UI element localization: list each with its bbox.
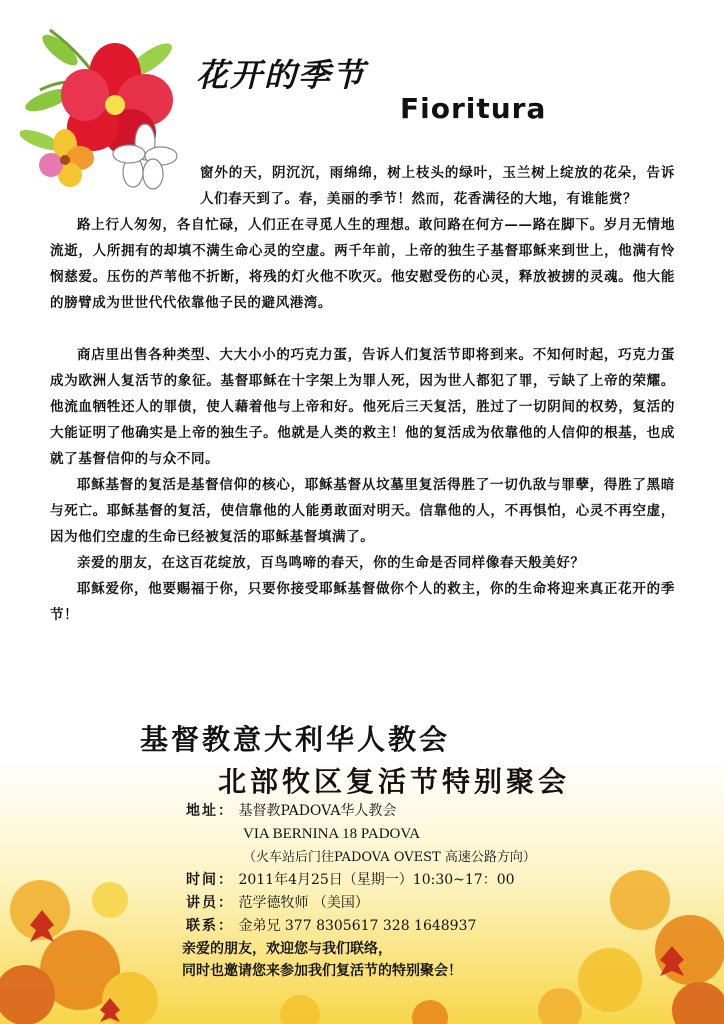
paragraph: 窗外的天，阴沉沉，雨绵绵，树上枝头的绿叶，玉兰树上绽放的花朵，告诉人们春天到了。春，美丽的季节！然而，花香满径的大地，有谁能赏？: [200, 165, 675, 207]
contact-label: 联系：: [186, 918, 234, 934]
event-name: 北部牧区复活节特别聚会: [218, 765, 571, 798]
speaker-value: 范学德牧师 （美国）: [238, 895, 369, 911]
time-row: [186, 869, 536, 892]
paragraph: 商店里出售各种类型、大大小小的巧克力蛋，告诉人们复活节即将到来。不知何时起，巧克力蛋成为欧洲人复活节的象征。基督耶稣在十字架上为罪人死，因为世人都犯了罪，亏缺了上帝的荣耀。他流血牺牲还人的罪债，使人藉着他与上帝和好。他死后三天复活，胜过了一切阴间的权势，复活的大能证明了他确实是上帝的独生子。他就是人类的救主！他的复活成为依靠他的人信仰的根基，也成就了基督信仰的与众不同。: [50, 347, 675, 467]
address-line-3: （火车站后门往PADOVA OVEST 高速公路方向）: [243, 850, 536, 865]
speaker-row: [186, 892, 536, 915]
paragraph: 路上行人匆匆，各自忙碌，人们正在寻觅人生的理想。敢问路在何方——路在脚下。岁月无情地流逝，人所拥有的却填不满生命心灵的空虚。两千年前，上帝的独生子基督耶稣来到世上，他满有怜悯慈爱。压伤的芦苇他不折断，将残的灯火他不吹灭。他安慰受伤的心灵，释放被掳的灵魂。他大能的膀臂成为世世代代依靠他子民的避风港湾。: [50, 217, 675, 311]
title-italian: Fioritura: [400, 92, 547, 125]
paragraph: 耶稣爱你，他要赐福于你，只要你接受耶稣基督做你个人的救主，你的生命将迎来真正花开的季节！: [50, 581, 675, 623]
title-chinese: 花开的季节: [196, 56, 367, 94]
contact-row: [186, 915, 536, 938]
closing-line-1: 亲爱的朋友，欢迎您与我们联络，: [182, 941, 392, 957]
address-line-2: VIA BERNINA 18 PADOVA: [243, 826, 421, 842]
closing-invitation: [182, 938, 462, 982]
article-body: [50, 160, 675, 628]
address-row: [186, 800, 536, 823]
time-value: 2011年4月25日（星期一）10:30~17：00: [238, 872, 515, 888]
address-line-1: 基督教PADOVA华人教会: [238, 803, 397, 819]
speaker-label: 讲员：: [186, 895, 234, 911]
paragraph: 耶稣基督的复活是基督信仰的核心，耶稣基督从坟墓里复活得胜了一切仇敌与罪孽，得胜了黑暗与死亡。耶稣基督的复活，使信靠他的人能勇敢面对明天。信靠他的人，不再惧怕，心灵不再空虚，因为他们空虚的生命已经被复活的耶稣基督填满了。: [50, 477, 675, 545]
contact-value: 金弟兄 377 8305617 328 1648937: [238, 918, 477, 934]
paragraph: 亲爱的朋友，在这百花绽放，百鸟鸣啼的春天，你的生命是否同样像春天般美好？: [77, 555, 585, 571]
address-label: 地址：: [186, 803, 234, 819]
time-label: 时间：: [186, 872, 234, 888]
church-name: 基督教意大利华人教会: [140, 723, 451, 756]
closing-line-2: 同时也邀请您来参加我们复活节的特别聚会！: [182, 963, 462, 979]
event-info: [186, 800, 536, 938]
